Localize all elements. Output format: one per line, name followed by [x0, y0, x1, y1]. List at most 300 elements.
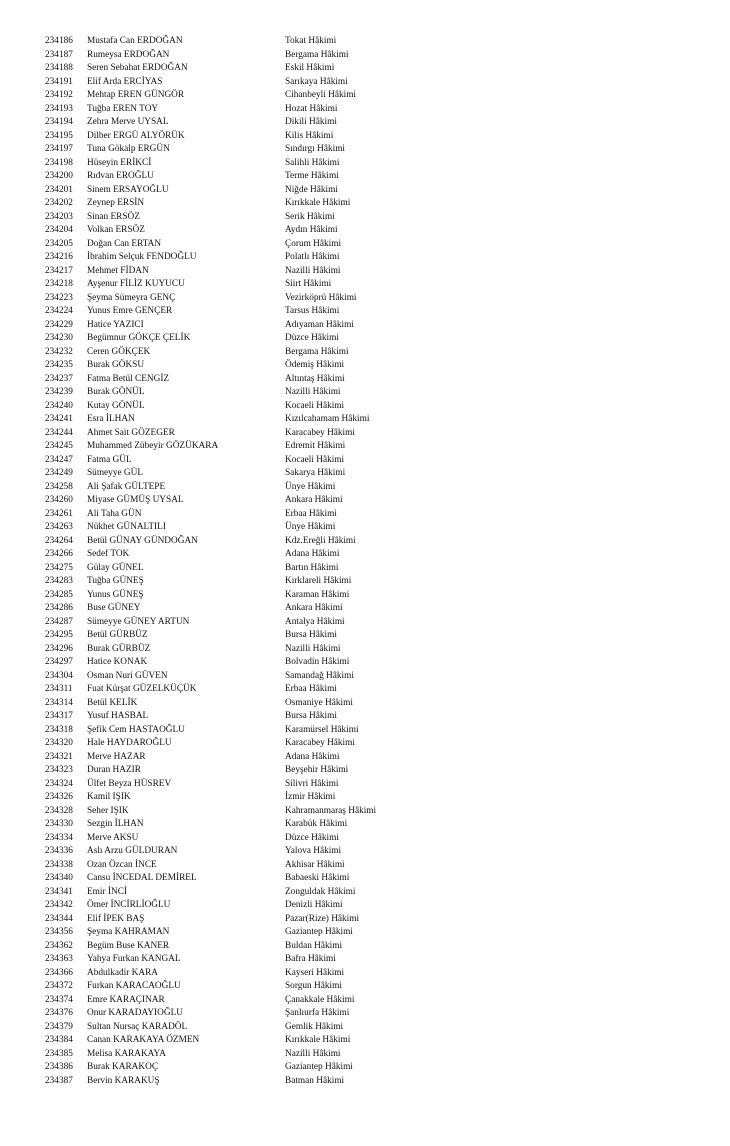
assigned-post: Nazilli Hâkimi — [285, 265, 341, 276]
registry-number: 234387 — [45, 1075, 73, 1086]
person-name: Merve AKSU — [87, 832, 139, 843]
list-row — [0, 575, 730, 589]
list-row — [0, 116, 730, 130]
list-row — [0, 170, 730, 184]
registry-number: 234286 — [45, 603, 73, 613]
registry-number: 234260 — [45, 495, 73, 505]
registry-number: 234311 — [45, 684, 73, 694]
assigned-post: Niğde Hâkimi — [285, 184, 338, 195]
list-row — [0, 535, 730, 549]
list-row — [0, 1061, 730, 1075]
list-row — [0, 670, 730, 684]
registry-number: 234237 — [45, 373, 73, 384]
assigned-post: Sındırgı Hâkimi — [285, 144, 346, 154]
list-row — [0, 818, 730, 832]
assigned-post: Kırklareli Hâkimi — [285, 576, 352, 586]
list-row — [0, 805, 730, 819]
assigned-post: Zonguldak Hâkimi — [285, 886, 356, 897]
registry-number: 234186 — [45, 36, 73, 46]
person-name: Abdulkadir KARA — [87, 967, 159, 978]
assigned-post: Şanlıurfa Hâkimi — [285, 1008, 350, 1018]
registry-number: 234386 — [45, 1062, 73, 1072]
assigned-post: Çanakkale Hâkimi — [285, 994, 355, 1005]
list-row — [0, 953, 730, 967]
person-name: Ozan Özcan İNCE — [87, 859, 157, 870]
list-row — [0, 508, 730, 522]
registry-number: 234372 — [45, 981, 73, 991]
list-row — [0, 413, 730, 427]
registry-number: 234187 — [45, 49, 73, 60]
registry-number: 234244 — [45, 427, 73, 438]
assigned-post: Tokat Hâkimi — [285, 36, 337, 46]
assigned-post: Pazar(Rize) Hâkimi — [285, 913, 360, 924]
assigned-post: Erbaa Hâkimi — [285, 684, 337, 694]
list-row — [0, 49, 730, 63]
registry-number: 234245 — [45, 441, 73, 451]
registry-number: 234385 — [45, 1048, 73, 1059]
list-row — [0, 454, 730, 468]
registry-number: 234344 — [45, 913, 73, 924]
registry-number: 234320 — [45, 738, 73, 748]
registry-number: 234204 — [45, 225, 73, 235]
assigned-post: Terme Hâkimi — [285, 171, 339, 181]
person-name: Mehmet FİDAN — [87, 265, 149, 276]
person-name: Tuğba EREN TOY — [87, 103, 159, 114]
assigned-post: Eskil Hâkimi — [285, 63, 335, 73]
person-name: Nükhet GÜNALTILI — [87, 522, 166, 532]
assigned-post: Bursa Hâkimi — [285, 630, 337, 640]
person-name: Furkan KARACAOĞLU — [87, 981, 181, 991]
person-name: Betül GÜNAY GÜNDOĞAN — [87, 535, 198, 546]
person-name: Tuna Gökalp ERGÜN — [87, 144, 170, 154]
list-row — [0, 710, 730, 724]
assigned-post: İzmir Hâkimi — [285, 792, 336, 802]
list-row — [0, 35, 730, 49]
registry-number: 234240 — [45, 400, 73, 411]
list-row — [0, 1075, 730, 1089]
assigned-post: Dikili Hâkimi — [285, 117, 337, 127]
assigned-post: Babaeski Hâkimi — [285, 873, 350, 883]
assigned-post: Beyşehir Hâkimi — [285, 765, 349, 775]
registry-number: 234317 — [45, 711, 73, 721]
assigned-post: Düzce Hâkimi — [285, 832, 339, 843]
assigned-post: Çorum Hâkimi — [285, 238, 342, 249]
registry-number: 234328 — [45, 805, 73, 816]
registry-number: 234318 — [45, 724, 73, 735]
person-name: Kutay GÖNÜL — [87, 400, 145, 411]
person-name: Muhammed Zübeyir GÖZÜKARA — [87, 441, 219, 451]
person-name: Ülfet Beyza HÜSREV — [87, 778, 172, 789]
person-name: Burak KARAKOÇ — [87, 1062, 159, 1072]
assigned-post: Karabük Hâkimi — [285, 819, 348, 829]
assigned-post: Antalya Hâkimi — [285, 616, 345, 627]
person-name: Fatma Betül CENGİZ — [87, 373, 170, 384]
registry-number: 234229 — [45, 319, 73, 330]
assigned-post: Gaziantep Hâkimi — [285, 1062, 353, 1072]
registry-number: 234379 — [45, 1021, 73, 1032]
assigned-post: Bartın Hâkimi — [285, 562, 339, 573]
list-row — [0, 224, 730, 238]
person-name: Volkan ERSÖZ — [87, 225, 145, 235]
person-name: Duran HAZIR — [87, 765, 141, 775]
list-row — [0, 616, 730, 630]
registry-number: 234363 — [45, 954, 73, 964]
person-name: Hale HAYDAROĞLU — [87, 738, 172, 748]
registry-number: 234323 — [45, 765, 73, 775]
registry-number: 234283 — [45, 576, 73, 586]
assigned-post: Kayseri Hâkimi — [285, 967, 345, 978]
person-name: Onur KARADAYIOĞLU — [87, 1008, 183, 1018]
assigned-post: Kırıkkale Hâkimi — [285, 198, 351, 208]
assigned-post: Bursa Hâkimi — [285, 711, 337, 721]
assigned-post: Karamürsel Hâkimi — [285, 724, 359, 735]
person-name: Bervin KARAKUŞ — [87, 1075, 160, 1086]
assigned-post: Nazilli Hâkimi — [285, 643, 341, 654]
assigned-post: Bolvadin Hâkimi — [285, 657, 350, 667]
person-name: Canan KARAKAYA ÖZMEN — [87, 1035, 200, 1045]
person-name: Seren Sebahat ERDOĞAN — [87, 63, 188, 73]
registry-number: 234192 — [45, 90, 73, 100]
assigned-post: Kilis Hâkimi — [285, 130, 334, 141]
person-name: Şeyma Sümeyra GENÇ — [87, 292, 176, 303]
person-name: Burak GÖKSU — [87, 360, 145, 370]
assigned-post: Düzce Hâkimi — [285, 333, 339, 343]
assigned-post: Batman Hâkimi — [285, 1075, 345, 1086]
list-row — [0, 332, 730, 346]
assigned-post: Erbaa Hâkimi — [285, 508, 337, 519]
registry-number: 234266 — [45, 549, 73, 559]
registry-number: 234285 — [45, 589, 73, 600]
list-row — [0, 629, 730, 643]
registry-number: 234275 — [45, 562, 73, 573]
list-row — [0, 481, 730, 495]
registry-number: 234321 — [45, 751, 73, 762]
person-name: Fuat Kürşat GÜZELKÜÇÜK — [87, 684, 197, 694]
person-name: Burak GÖNÜL — [87, 387, 145, 397]
assigned-post: Yalova Hâkimi — [285, 846, 342, 856]
person-name: Dilber ERGÜ ALYÖRÜK — [87, 130, 185, 141]
person-name: Yunus Emre GENÇER — [87, 306, 173, 316]
person-name: Hüseyin ERİKCİ — [87, 157, 152, 168]
person-name: Elif İPEK BAŞ — [87, 913, 145, 924]
person-name: Yunus GÜNEŞ — [87, 589, 144, 600]
assigned-post: Hozat Hâkimi — [285, 103, 338, 114]
person-name: Buse GÜNEY — [87, 603, 141, 613]
registry-number: 234336 — [45, 846, 73, 856]
assigned-post: Sorgun Hâkimi — [285, 981, 342, 991]
person-name: Osman Nuri GÜVEN — [87, 670, 168, 681]
list-row — [0, 764, 730, 778]
list-row — [0, 76, 730, 90]
person-name: Doğan Can ERTAN — [87, 238, 162, 249]
person-name: Elif Arda ERCİYAS — [87, 76, 163, 87]
person-name: Merve HAZAR — [87, 751, 146, 762]
list-row — [0, 400, 730, 414]
person-name: Şeyma KAHRAMAN — [87, 927, 170, 937]
person-name: Seher IŞIK — [87, 805, 129, 816]
registry-number: 234330 — [45, 819, 73, 829]
assigned-post: Altıntaş Hâkimi — [285, 373, 345, 384]
person-name: Betül GÜRBÜZ — [87, 630, 148, 640]
assigned-post: Samandağ Hâkimi — [285, 670, 354, 681]
list-row — [0, 184, 730, 198]
person-name: Ömer İNCİRLİOĞLU — [87, 900, 171, 910]
person-name: Emir İNCİ — [87, 886, 128, 897]
list-row — [0, 899, 730, 913]
list-row — [0, 683, 730, 697]
list-row — [0, 238, 730, 252]
list-row — [0, 211, 730, 225]
assigned-post: Tarsus Hâkimi — [285, 306, 340, 316]
person-name: Begümnur GÖKÇE ÇELİK — [87, 333, 191, 343]
registry-number: 234304 — [45, 670, 73, 681]
registry-number: 234297 — [45, 657, 73, 667]
list-row — [0, 737, 730, 751]
assigned-post: Nazilli Hâkimi — [285, 1048, 341, 1059]
list-row — [0, 886, 730, 900]
registry-number: 234258 — [45, 481, 73, 492]
list-row — [0, 980, 730, 994]
list-row — [0, 427, 730, 441]
list-row — [0, 602, 730, 616]
assigned-post: Aydın Hâkimi — [285, 225, 338, 235]
person-name: Burak GÜRBÜZ — [87, 643, 151, 654]
person-name: Sinem ERSAYOĞLU — [87, 184, 169, 195]
assigned-post: Kızılcahamam Hâkimi — [285, 414, 370, 424]
assigned-post: Kocaeli Hâkimi — [285, 400, 345, 411]
registry-number: 234197 — [45, 144, 73, 154]
person-name: Şefik Cem HASTAOĞLU — [87, 724, 185, 735]
registry-number: 234201 — [45, 184, 73, 195]
assigned-post: Kırıkkale Hâkimi — [285, 1035, 351, 1045]
list-row — [0, 940, 730, 954]
person-name: Melisa KARAKAYA — [87, 1048, 166, 1059]
list-row — [0, 305, 730, 319]
registry-number: 234296 — [45, 643, 73, 654]
registry-number: 234241 — [45, 414, 73, 424]
list-row — [0, 467, 730, 481]
registry-number: 234216 — [45, 252, 73, 262]
assigned-post: Vezirköprü Hâkimi — [285, 292, 357, 303]
list-row — [0, 589, 730, 603]
assigned-post: Gaziantep Hâkimi — [285, 927, 353, 937]
registry-number: 234324 — [45, 778, 73, 789]
list-row — [0, 251, 730, 265]
list-row — [0, 1021, 730, 1035]
assigned-post: Kocaeli Hâkimi — [285, 454, 345, 465]
registry-number: 234342 — [45, 900, 73, 910]
person-name: Sedef TOK — [87, 549, 130, 559]
list-row — [0, 1007, 730, 1021]
registry-number: 234217 — [45, 265, 73, 276]
person-name: Mustafa Can ERDOĞAN — [87, 36, 183, 46]
assigned-post: Osmaniye Hâkimi — [285, 697, 353, 708]
assigned-post: Sarıkaya Hâkimi — [285, 76, 348, 87]
assigned-post: Edremit Hâkimi — [285, 441, 346, 451]
person-name: Sinan ERSÖZ — [87, 211, 140, 222]
registry-number: 234203 — [45, 211, 73, 222]
list-row — [0, 265, 730, 279]
list-row — [0, 373, 730, 387]
person-name: Ayşenur FİLİZ KUYUCU — [87, 279, 185, 289]
person-name: Sezgin İLHAN — [87, 819, 144, 829]
list-row — [0, 832, 730, 846]
assigned-post: Ankara Hâkimi — [285, 495, 343, 505]
assigned-post: Sakarya Hâkimi — [285, 468, 346, 478]
list-row — [0, 89, 730, 103]
assigned-post: Ünye Hâkimi — [285, 481, 336, 492]
registry-number: 234314 — [45, 697, 73, 708]
list-row — [0, 440, 730, 454]
person-name: Zeynep ERSİN — [87, 198, 145, 208]
list-row — [0, 1034, 730, 1048]
list-row — [0, 386, 730, 400]
list-row — [0, 697, 730, 711]
list-row — [0, 319, 730, 333]
registry-number: 234193 — [45, 103, 73, 114]
registry-number: 234200 — [45, 171, 73, 181]
list-row — [0, 157, 730, 171]
registry-number: 234232 — [45, 346, 73, 357]
assigned-post: Karacabey Hâkimi — [285, 738, 355, 748]
list-row — [0, 494, 730, 508]
person-name: Yahya Furkan KANGAL — [87, 954, 181, 964]
list-row — [0, 926, 730, 940]
list-row — [0, 913, 730, 927]
assigned-post: Gemlik Hâkimi — [285, 1021, 344, 1032]
registry-number: 234188 — [45, 63, 73, 73]
registry-number: 234263 — [45, 522, 73, 532]
person-name: Fatma GÜL — [87, 454, 132, 465]
person-name: Zehra Merve UYSAL — [87, 117, 169, 127]
list-row — [0, 548, 730, 562]
list-row — [0, 967, 730, 981]
person-name: Rıdvan EROĞLU — [87, 171, 154, 181]
assigned-post: Denizli Hâkimi — [285, 900, 343, 910]
registry-number: 234340 — [45, 873, 73, 883]
person-name: Ceren GÖKÇEK — [87, 346, 151, 357]
assigned-post: Adana Hâkimi — [285, 549, 340, 559]
registry-number: 234326 — [45, 792, 73, 802]
registry-number: 234198 — [45, 157, 73, 168]
registry-number: 234194 — [45, 117, 73, 127]
assigned-post: Serik Hâkimi — [285, 211, 335, 222]
assigned-post: Bergama Hâkimi — [285, 346, 349, 357]
list-row — [0, 859, 730, 873]
list-row — [0, 724, 730, 738]
assigned-post: Adana Hâkimi — [285, 751, 340, 762]
person-name: Ali Taha GÜN — [87, 508, 142, 519]
assigned-post: Bergama Hâkimi — [285, 49, 349, 60]
registry-number: 234384 — [45, 1035, 73, 1045]
assigned-post: Ünye Hâkimi — [285, 522, 336, 532]
registry-number: 234287 — [45, 616, 73, 627]
registry-number: 234191 — [45, 76, 73, 87]
registry-number: 234202 — [45, 198, 73, 208]
registry-number: 234334 — [45, 832, 73, 843]
person-name: İbrahim Selçuk FENDOĞLU — [87, 252, 197, 262]
list-row — [0, 130, 730, 144]
registry-number: 234374 — [45, 994, 73, 1005]
registry-number: 234362 — [45, 940, 73, 951]
list-row — [0, 521, 730, 535]
person-name: Mehtap EREN GÜNGÖR — [87, 90, 185, 100]
list-row — [0, 994, 730, 1008]
assigned-post: Ödemiş Hâkimi — [285, 360, 345, 370]
list-row — [0, 656, 730, 670]
registry-number: 234264 — [45, 535, 73, 546]
registry-number: 234247 — [45, 454, 73, 465]
list-row — [0, 103, 730, 117]
person-name: Sümeyye GÜNEY ARTUN — [87, 616, 190, 627]
person-name: Miyase GÜMÜŞ UYSAL — [87, 495, 184, 505]
registry-number: 234295 — [45, 630, 73, 640]
list-row — [0, 778, 730, 792]
list-row — [0, 1048, 730, 1062]
registry-number: 234235 — [45, 360, 73, 370]
list-row — [0, 872, 730, 886]
person-name: Hatice KONAK — [87, 657, 148, 667]
person-name: Rumeysa ERDOĞAN — [87, 49, 170, 60]
registry-number: 234230 — [45, 333, 73, 343]
registry-number: 234195 — [45, 130, 73, 141]
assigned-post: Nazilli Hâkimi — [285, 387, 341, 397]
registry-number: 234205 — [45, 238, 73, 249]
assigned-post: Cihanbeyli Hâkimi — [285, 90, 357, 100]
registry-number: 234261 — [45, 508, 73, 519]
assigned-post: Siirt Hâkimi — [285, 279, 332, 289]
person-name: Yusuf HASBAL — [87, 711, 149, 721]
person-name: Betül KELİK — [87, 697, 138, 708]
person-name: Kamil IŞIK — [87, 792, 131, 802]
registry-number: 234338 — [45, 859, 73, 870]
assigned-post: Salihli Hâkimi — [285, 157, 340, 168]
registry-number: 234356 — [45, 927, 73, 937]
list-row — [0, 845, 730, 859]
list-row — [0, 346, 730, 360]
assigned-post: Adıyaman Hâkimi — [285, 319, 354, 330]
person-name: Begüm Buse KANER — [87, 940, 170, 951]
person-name: Ali Şafak GÜLTEPE — [87, 481, 166, 492]
list-row — [0, 562, 730, 576]
list-row — [0, 791, 730, 805]
list-row — [0, 62, 730, 76]
registry-number: 234249 — [45, 468, 73, 478]
assigned-post: Karaman Hâkimi — [285, 589, 350, 600]
list-row — [0, 292, 730, 306]
assigned-post: Kahramanmaraş Hâkimi — [285, 805, 377, 816]
registry-number: 234341 — [45, 886, 73, 897]
assigned-post: Kdz.Ereğli Hâkimi — [285, 535, 356, 546]
person-name: Aslı Arzu GÜLDURAN — [87, 846, 178, 856]
person-name: Ahmet Sait GÖZEGER — [87, 427, 175, 438]
assigned-post: Ankara Hâkimi — [285, 603, 343, 613]
person-name: Sultan Nursaç KARADÖL — [87, 1021, 188, 1032]
list-row — [0, 643, 730, 657]
assigned-post: Bafra Hâkimi — [285, 954, 336, 964]
assigned-post: Polatlı Hâkimi — [285, 252, 340, 262]
assigned-post: Silivri Hâkimi — [285, 778, 339, 789]
registry-number: 234376 — [45, 1008, 73, 1018]
registry-number: 234224 — [45, 306, 73, 316]
person-name: Hatice YAZICI — [87, 319, 144, 330]
registry-number: 234223 — [45, 292, 73, 303]
assigned-post: Buldan Hâkimi — [285, 940, 343, 951]
person-name: Sümeyye GÜL — [87, 468, 144, 478]
registry-number: 234366 — [45, 967, 73, 978]
appointment-list — [0, 35, 730, 1088]
person-name: Gülay GÜNEL — [87, 562, 144, 573]
